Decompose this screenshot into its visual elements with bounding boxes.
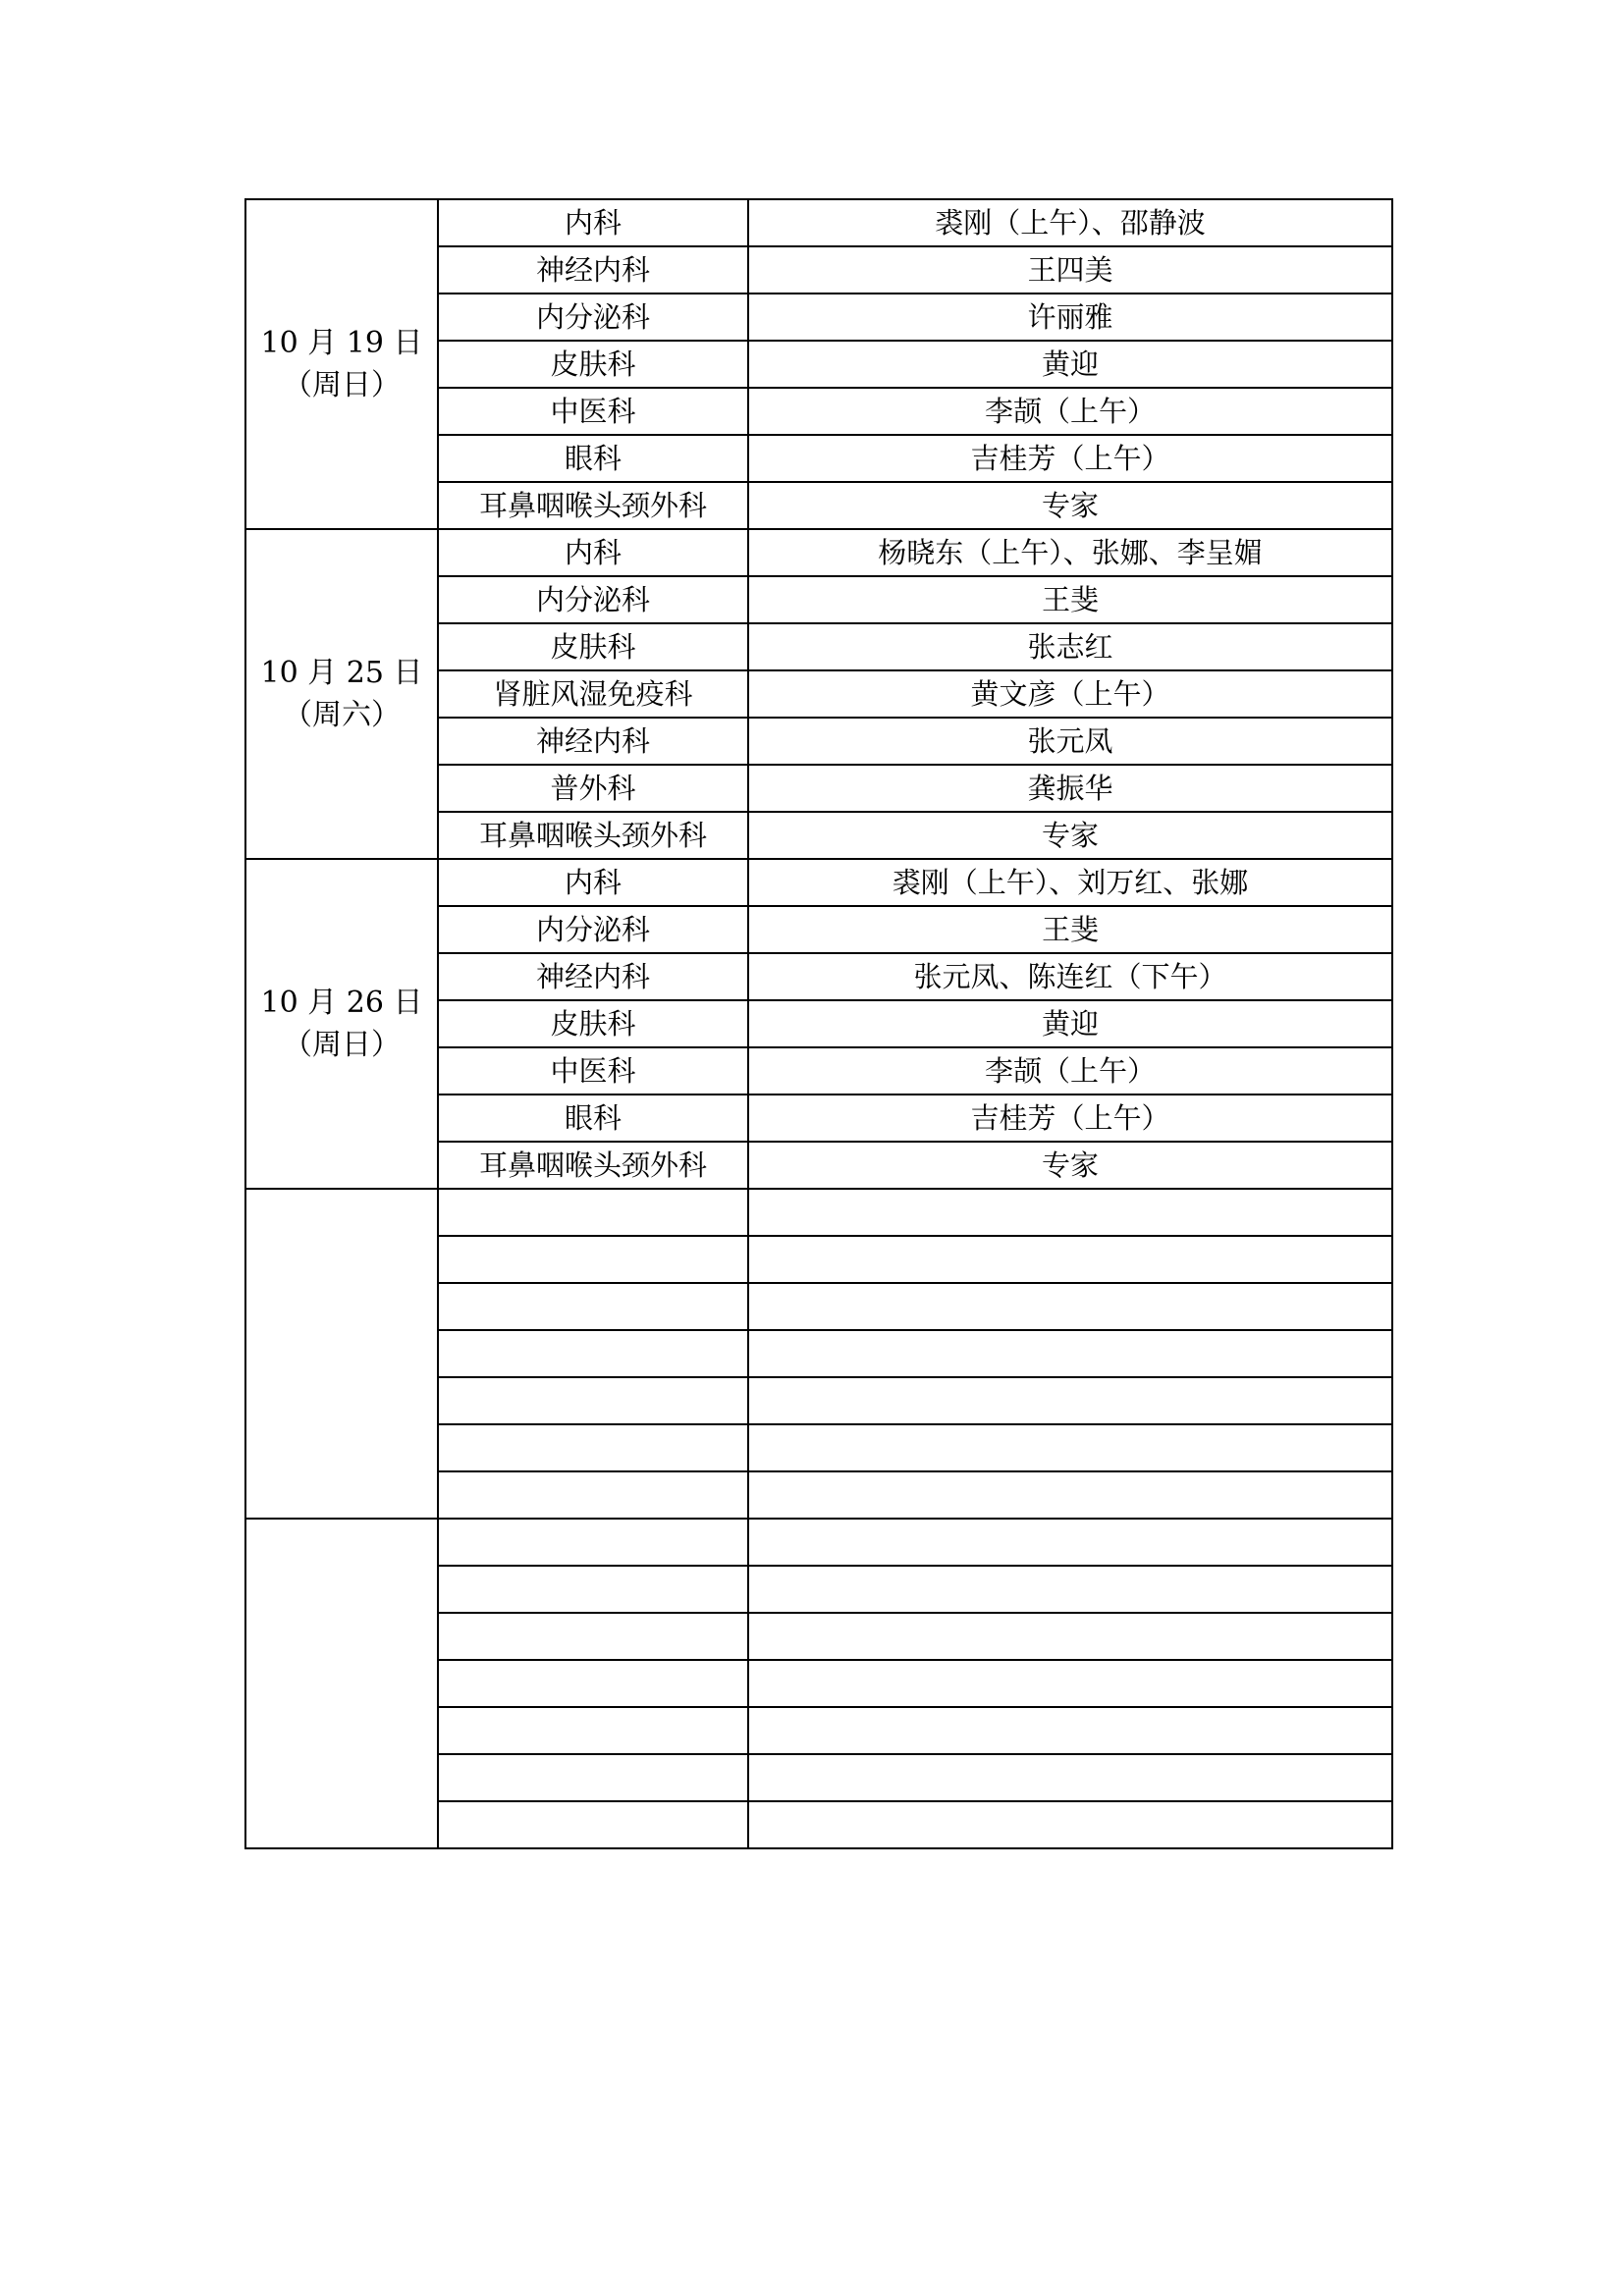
doctors-cell: 张志红 bbox=[748, 623, 1392, 670]
department-cell: 神经内科 bbox=[438, 718, 748, 765]
schedule-body bbox=[245, 199, 1392, 1848]
doctors-cell: 黄迎 bbox=[748, 341, 1392, 388]
doctors-cell: 裘刚（上午）、邵静波 bbox=[748, 199, 1392, 246]
doctors-cell: 黄文彦（上午） bbox=[748, 670, 1392, 718]
doctors-cell: 专家 bbox=[748, 482, 1392, 529]
doctors-cell: 龚振华 bbox=[748, 765, 1392, 812]
weekday-label: （周日） bbox=[283, 1028, 401, 1062]
department-cell: 普外科 bbox=[438, 765, 748, 812]
doctors-cell bbox=[748, 1754, 1392, 1801]
doctors-cell: 吉桂芳（上午） bbox=[748, 435, 1392, 482]
department-cell: 神经内科 bbox=[438, 953, 748, 1000]
date-cell bbox=[245, 529, 438, 859]
department-cell: 皮肤科 bbox=[438, 623, 748, 670]
date-cell bbox=[245, 199, 438, 529]
doctors-cell: 专家 bbox=[748, 1142, 1392, 1189]
department-cell: 内分泌科 bbox=[438, 576, 748, 623]
department-cell: 肾脏风湿免疫科 bbox=[438, 670, 748, 718]
doctors-cell: 张元凤 bbox=[748, 718, 1392, 765]
department-cell bbox=[438, 1801, 748, 1848]
weekday-label: （周日） bbox=[283, 368, 401, 402]
table-row bbox=[245, 199, 1392, 246]
date-cell bbox=[245, 1519, 438, 1848]
department-cell: 耳鼻咽喉头颈外科 bbox=[438, 812, 748, 859]
doctors-cell bbox=[748, 1801, 1392, 1848]
doctors-cell bbox=[748, 1707, 1392, 1754]
department-cell: 内科 bbox=[438, 199, 748, 246]
department-cell: 耳鼻咽喉头颈外科 bbox=[438, 1142, 748, 1189]
clinic-schedule-table bbox=[244, 198, 1393, 1849]
doctors-cell bbox=[748, 1377, 1392, 1424]
doctors-cell bbox=[748, 1660, 1392, 1707]
department-cell: 内科 bbox=[438, 529, 748, 576]
doctors-cell: 裘刚（上午）、刘万红、张娜 bbox=[748, 859, 1392, 906]
weekday-label: （周六） bbox=[283, 698, 401, 732]
doctors-cell: 王斐 bbox=[748, 906, 1392, 953]
doctors-cell: 专家 bbox=[748, 812, 1392, 859]
department-cell: 内科 bbox=[438, 859, 748, 906]
department-cell bbox=[438, 1377, 748, 1424]
department-cell: 中医科 bbox=[438, 388, 748, 435]
department-cell: 眼科 bbox=[438, 1095, 748, 1142]
doctors-cell: 杨晓东（上午）、张娜、李呈媚 bbox=[748, 529, 1392, 576]
doctors-cell: 许丽雅 bbox=[748, 294, 1392, 341]
table-row bbox=[245, 529, 1392, 576]
date-cell bbox=[245, 859, 438, 1189]
department-cell bbox=[438, 1613, 748, 1660]
date-label: 10 月 25 日 bbox=[260, 655, 423, 690]
doctors-cell: 李颉（上午） bbox=[748, 1047, 1392, 1095]
doctors-cell: 张元凤、陈连红（下午） bbox=[748, 953, 1392, 1000]
department-cell: 内分泌科 bbox=[438, 906, 748, 953]
department-cell: 中医科 bbox=[438, 1047, 748, 1095]
doctors-cell bbox=[748, 1424, 1392, 1471]
table-row bbox=[245, 1519, 1392, 1566]
department-cell bbox=[438, 1236, 748, 1283]
doctors-cell bbox=[748, 1330, 1392, 1377]
doctors-cell bbox=[748, 1189, 1392, 1236]
department-cell: 耳鼻咽喉头颈外科 bbox=[438, 482, 748, 529]
table-row bbox=[245, 1189, 1392, 1236]
date-label: 10 月 26 日 bbox=[260, 985, 423, 1020]
department-cell bbox=[438, 1519, 748, 1566]
department-cell: 皮肤科 bbox=[438, 341, 748, 388]
department-cell bbox=[438, 1707, 748, 1754]
department-cell: 眼科 bbox=[438, 435, 748, 482]
department-cell: 神经内科 bbox=[438, 246, 748, 294]
date-label: 10 月 19 日 bbox=[260, 325, 423, 360]
department-cell bbox=[438, 1330, 748, 1377]
doctors-cell bbox=[748, 1566, 1392, 1613]
department-cell bbox=[438, 1189, 748, 1236]
doctors-cell: 王四美 bbox=[748, 246, 1392, 294]
doctors-cell bbox=[748, 1471, 1392, 1519]
doctors-cell: 黄迎 bbox=[748, 1000, 1392, 1047]
date-cell bbox=[245, 1189, 438, 1519]
department-cell bbox=[438, 1660, 748, 1707]
doctors-cell: 王斐 bbox=[748, 576, 1392, 623]
department-cell bbox=[438, 1424, 748, 1471]
doctors-cell bbox=[748, 1519, 1392, 1566]
doctors-cell bbox=[748, 1236, 1392, 1283]
department-cell bbox=[438, 1471, 748, 1519]
department-cell bbox=[438, 1566, 748, 1613]
department-cell: 内分泌科 bbox=[438, 294, 748, 341]
doctors-cell: 李颉（上午） bbox=[748, 388, 1392, 435]
doctors-cell bbox=[748, 1283, 1392, 1330]
department-cell bbox=[438, 1283, 748, 1330]
table-row bbox=[245, 859, 1392, 906]
doctors-cell bbox=[748, 1613, 1392, 1660]
department-cell bbox=[438, 1754, 748, 1801]
doctors-cell: 吉桂芳（上午） bbox=[748, 1095, 1392, 1142]
department-cell: 皮肤科 bbox=[438, 1000, 748, 1047]
